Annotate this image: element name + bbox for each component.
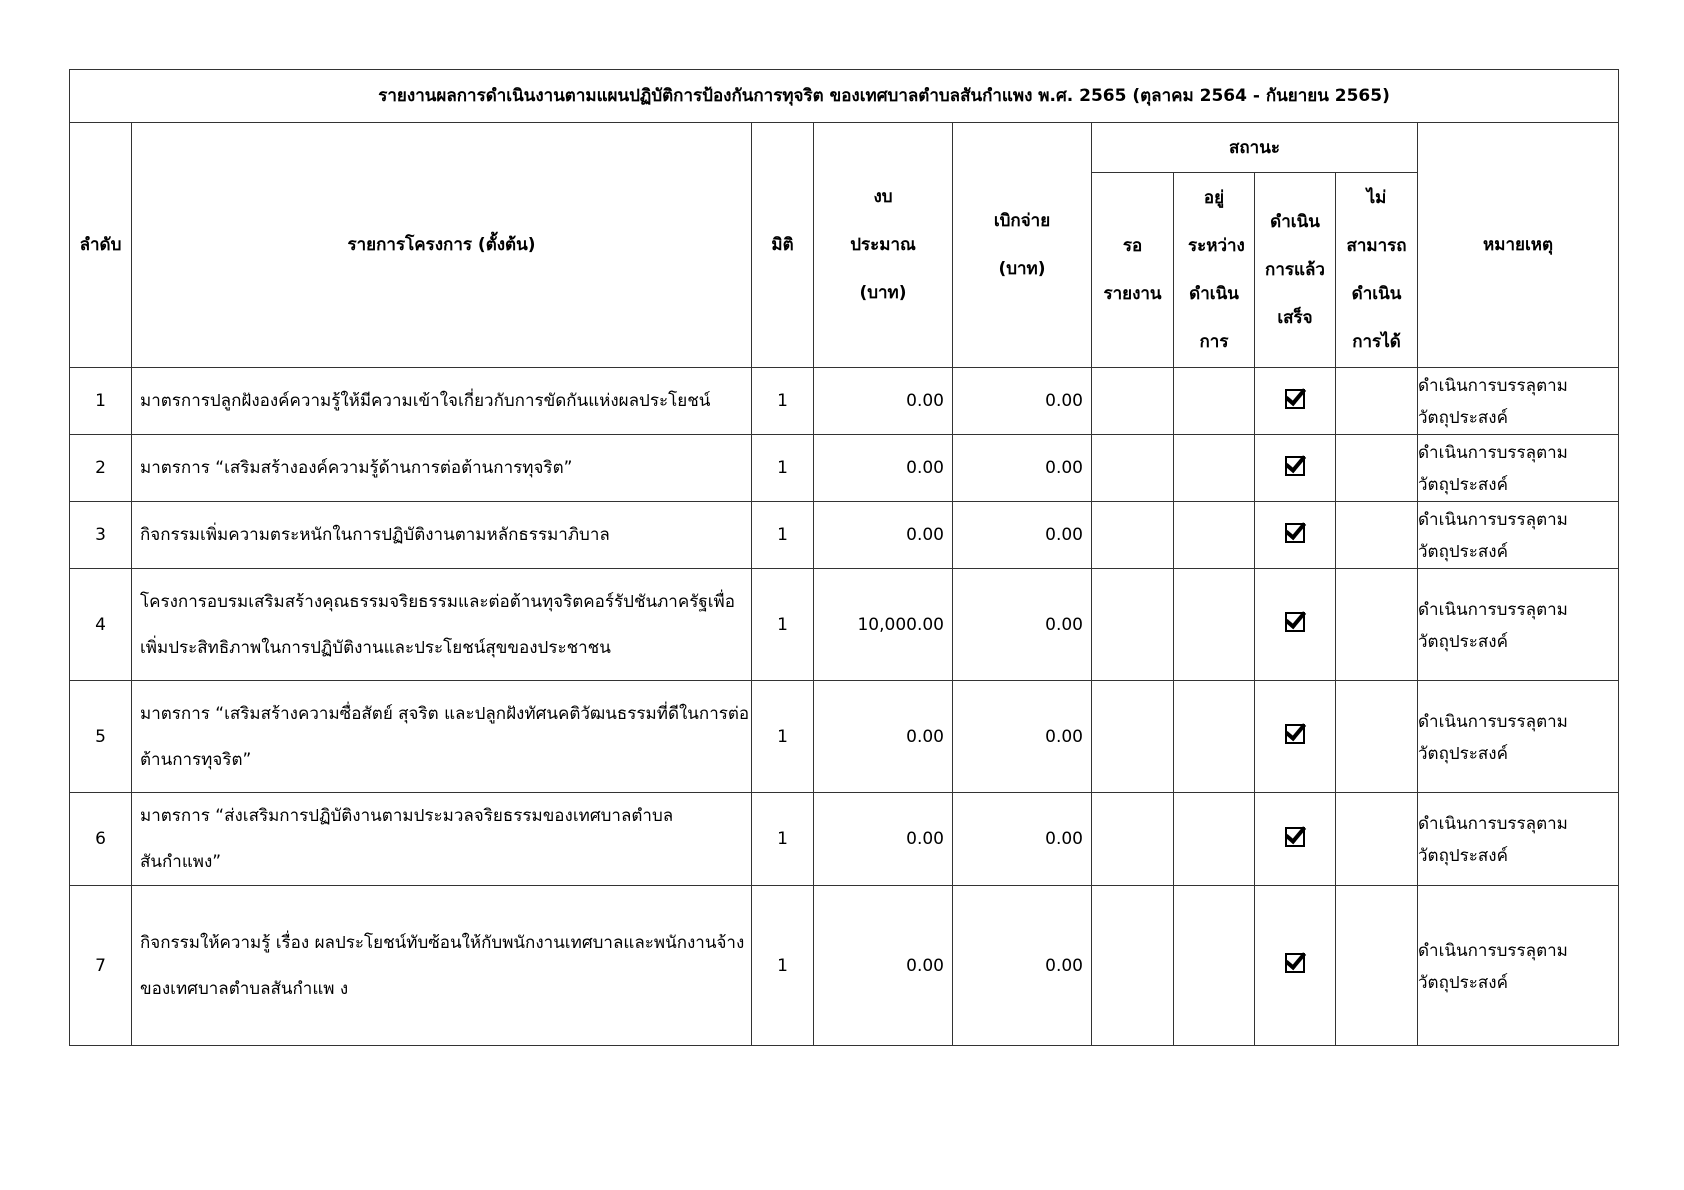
- checkbox-checked-icon: [1285, 523, 1305, 543]
- checkbox-checked-icon: [1285, 953, 1305, 973]
- row-status-done: [1255, 435, 1336, 502]
- row-disbursed: 0.00: [953, 681, 1092, 793]
- row-disbursed: 0.00: [953, 569, 1092, 681]
- row-status-waiting: [1092, 886, 1174, 1046]
- row-disbursed: 0.00: [953, 502, 1092, 569]
- row-status-in-progress: [1174, 793, 1255, 886]
- checkbox-checked-icon: [1285, 456, 1305, 476]
- row-project: กิจกรรมให้ความรู้ เรื่อง ผลประโยชน์ทับซ้อนให้กับพนักงานเทศบาลและพนักงานจ้างของเทศบาลตำบลสันกำแพ ง: [132, 886, 752, 1046]
- row-disbursed: 0.00: [953, 368, 1092, 435]
- row-dimension: 1: [752, 502, 814, 569]
- row-project: มาตรการ “เสริมสร้างความซื่อสัตย์ สุจริต และปลูกฝังทัศนคติวัฒนธรรมที่ดีในการต่อต้านการทุจริต”: [132, 681, 752, 793]
- row-remark: ดำเนินการบรรลุตาม วัตถุประสงค์: [1418, 886, 1619, 1046]
- header-disbursed: เบิกจ่าย (บาท): [953, 123, 1092, 368]
- row-status-waiting: [1092, 502, 1174, 569]
- checkbox-checked-icon: [1285, 612, 1305, 632]
- row-budget: 0.00: [814, 502, 953, 569]
- row-budget: 0.00: [814, 886, 953, 1046]
- report-title: รายงานผลการดำเนินงานตามแผนปฏิบัติการป้องกันการทุจริต ของเทศบาลตำบลสันกำแพง พ.ศ. 2565 (ตุลาคม 2564 - กันยายน 2565): [70, 70, 1619, 123]
- row-disbursed: 0.00: [953, 793, 1092, 886]
- table-row: [70, 435, 1619, 502]
- row-order: 7: [70, 886, 132, 1046]
- row-budget: 0.00: [814, 681, 953, 793]
- header-status-unable: ไม่ สามารถ ดำเนิน การได้: [1336, 173, 1418, 368]
- row-status-done: [1255, 569, 1336, 681]
- row-disbursed: 0.00: [953, 435, 1092, 502]
- checkbox-checked-icon: [1285, 389, 1305, 409]
- table-body: [70, 368, 1619, 1046]
- checkbox-checked-icon: [1285, 724, 1305, 744]
- row-status-in-progress: [1174, 886, 1255, 1046]
- row-order: 4: [70, 569, 132, 681]
- row-remark: ดำเนินการบรรลุตาม วัตถุประสงค์: [1418, 502, 1619, 569]
- row-dimension: 1: [752, 435, 814, 502]
- table-row: [70, 886, 1619, 1046]
- row-project: มาตรการ “เสริมสร้างองค์ความรู้ด้านการต่อต้านการทุจริต”: [132, 435, 752, 502]
- table-row: [70, 502, 1619, 569]
- row-status-unable: [1336, 886, 1418, 1046]
- row-order: 1: [70, 368, 132, 435]
- table-row: [70, 569, 1619, 681]
- row-disbursed: 0.00: [953, 886, 1092, 1046]
- row-status-done: [1255, 368, 1336, 435]
- row-order: 6: [70, 793, 132, 886]
- row-project: กิจกรรมเพิ่มความตระหนักในการปฏิบัติงานตามหลักธรรมาภิบาล: [132, 502, 752, 569]
- table-row: [70, 368, 1619, 435]
- row-budget: 10,000.00: [814, 569, 953, 681]
- header-remark: หมายเหตุ: [1418, 123, 1619, 368]
- row-status-in-progress: [1174, 435, 1255, 502]
- row-status-done: [1255, 681, 1336, 793]
- row-status-in-progress: [1174, 368, 1255, 435]
- row-status-unable: [1336, 681, 1418, 793]
- row-dimension: 1: [752, 886, 814, 1046]
- row-dimension: 1: [752, 681, 814, 793]
- row-status-unable: [1336, 368, 1418, 435]
- header-budget: งบประมาณ (บาท): [814, 123, 953, 368]
- row-remark: ดำเนินการบรรลุตาม วัตถุประสงค์: [1418, 793, 1619, 886]
- row-remark: ดำเนินการบรรลุตาม วัตถุประสงค์: [1418, 435, 1619, 502]
- row-project: โครงการอบรมเสริมสร้างคุณธรรมจริยธรรมและต่อต้านทุจริตคอร์รัปชันภาครัฐเพื่อเพิ่มประสิทธิภาพในการปฏิบัติงานและประโยชน์สุขของประชาชน: [132, 569, 752, 681]
- row-remark: ดำเนินการบรรลุตาม วัตถุประสงค์: [1418, 368, 1619, 435]
- row-remark: ดำเนินการบรรลุตาม วัตถุประสงค์: [1418, 569, 1619, 681]
- row-status-done: [1255, 886, 1336, 1046]
- row-status-unable: [1336, 502, 1418, 569]
- row-order: 2: [70, 435, 132, 502]
- row-budget: 0.00: [814, 435, 953, 502]
- row-status-waiting: [1092, 569, 1174, 681]
- header-project: รายการโครงการ (ตั้งต้น): [132, 123, 752, 368]
- table-row: [70, 793, 1619, 886]
- row-status-in-progress: [1174, 569, 1255, 681]
- row-budget: 0.00: [814, 793, 953, 886]
- header-dimension: มิติ: [752, 123, 814, 368]
- report-table: [69, 69, 1619, 1046]
- checkbox-checked-icon: [1285, 827, 1305, 847]
- row-budget: 0.00: [814, 368, 953, 435]
- header-status-done: ดำเนิน การแล้ว เสร็จ: [1255, 173, 1336, 368]
- row-status-waiting: [1092, 681, 1174, 793]
- row-status-done: [1255, 502, 1336, 569]
- row-project: มาตรการปลูกฝังองค์ความรู้ให้มีความเข้าใจเกี่ยวกับการขัดกันแห่งผลประโยชน์: [132, 368, 752, 435]
- row-status-unable: [1336, 569, 1418, 681]
- row-dimension: 1: [752, 569, 814, 681]
- header-status-in-progress: อยู่ ระหว่าง ดำเนิน การ: [1174, 173, 1255, 368]
- row-status-done: [1255, 793, 1336, 886]
- row-project: มาตรการ “ส่งเสริมการปฏิบัติงานตามประมวลจริยธรรมของเทศบาลตำบลสันกำแพง”: [132, 793, 752, 886]
- header-order: ลำดับ: [70, 123, 132, 368]
- row-status-in-progress: [1174, 681, 1255, 793]
- row-status-unable: [1336, 435, 1418, 502]
- row-remark: ดำเนินการบรรลุตาม วัตถุประสงค์: [1418, 681, 1619, 793]
- row-status-waiting: [1092, 435, 1174, 502]
- row-order: 3: [70, 502, 132, 569]
- header-status-waiting: รอ รายงาน: [1092, 173, 1174, 368]
- row-status-in-progress: [1174, 502, 1255, 569]
- row-dimension: 1: [752, 793, 814, 886]
- row-dimension: 1: [752, 368, 814, 435]
- row-order: 5: [70, 681, 132, 793]
- row-status-waiting: [1092, 793, 1174, 886]
- row-status-unable: [1336, 793, 1418, 886]
- header-status: สถานะ: [1092, 123, 1418, 173]
- table-row: [70, 681, 1619, 793]
- row-status-waiting: [1092, 368, 1174, 435]
